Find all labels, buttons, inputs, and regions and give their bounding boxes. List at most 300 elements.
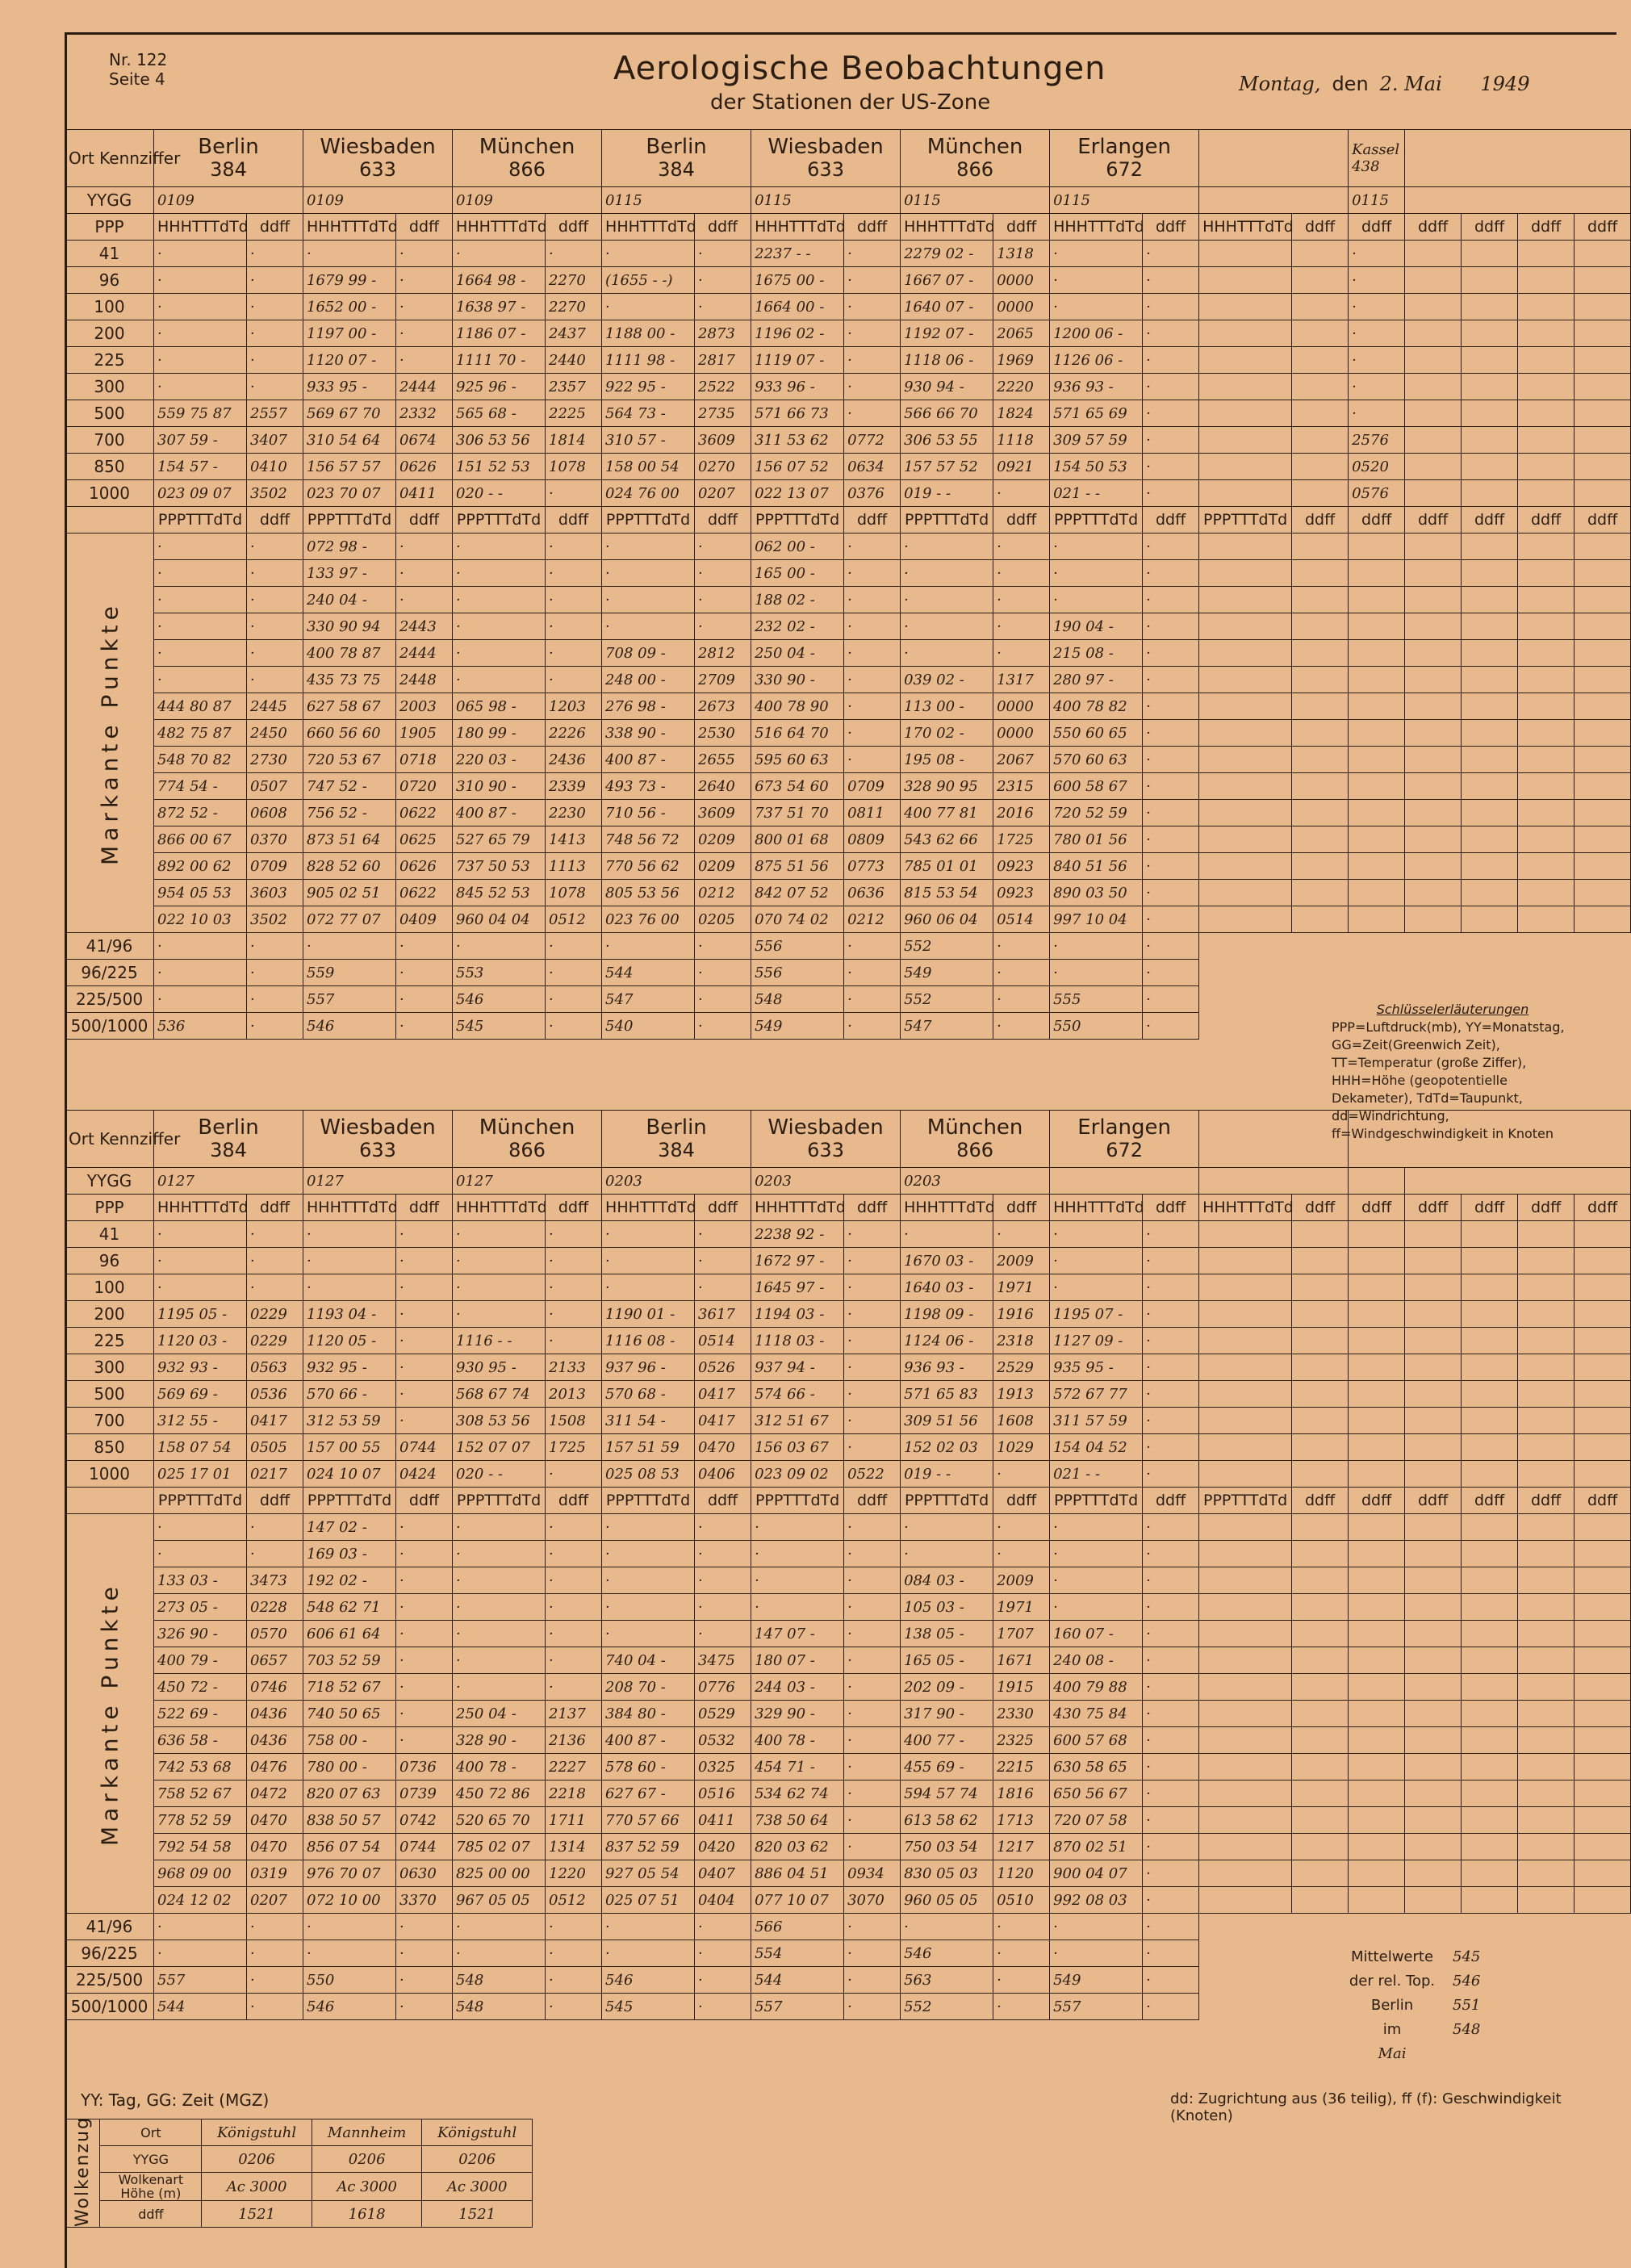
data-cell: · <box>751 1514 844 1541</box>
data-cell: 555 <box>1050 986 1143 1013</box>
data-cell: 905 02 51 <box>303 880 396 906</box>
cell <box>1462 853 1518 880</box>
empty-header <box>1199 130 1349 187</box>
yygg-label: YYGG <box>65 1168 154 1195</box>
data-cell: 2450 <box>247 720 303 747</box>
data-cell: · <box>396 1541 453 1567</box>
cell <box>1462 613 1518 640</box>
ddff-label: ddff <box>1349 1195 1405 1221</box>
cell <box>1462 454 1518 480</box>
data-cell: · <box>695 1914 751 1940</box>
data-cell: 838 50 57 <box>303 1807 396 1834</box>
data-cell: 250 04 - <box>453 1701 546 1727</box>
data-cell: 0720 <box>396 773 453 800</box>
cell <box>1518 1541 1575 1567</box>
data-cell: 1713 <box>993 1807 1050 1834</box>
cell <box>1199 1301 1292 1328</box>
hhh-label: HHHTTTdTd <box>1050 1195 1143 1221</box>
station-code: 384 <box>210 1139 247 1161</box>
ddff-label: ddff <box>1143 1488 1199 1514</box>
data-cell: 557 <box>154 1967 247 1994</box>
data-cell: · <box>1143 454 1199 480</box>
wolkenzug-cell: Ac 3000 <box>312 2173 422 2201</box>
cell <box>1199 1381 1292 1408</box>
data-cell: · <box>1143 1647 1199 1674</box>
markante-row <box>65 1594 1631 1621</box>
cell <box>1405 667 1462 693</box>
ppptt-label: PPPTTTdTd <box>453 507 546 534</box>
data-cell: 548 62 71 <box>303 1594 396 1621</box>
cell <box>1518 241 1575 267</box>
cell <box>1518 1381 1575 1408</box>
data-cell: 165 05 - <box>901 1647 993 1674</box>
data-cell: · <box>247 294 303 320</box>
cell <box>1292 374 1349 400</box>
data-cell: 1198 09 - <box>901 1301 993 1328</box>
data-cell: · <box>695 1940 751 1967</box>
cell <box>1405 560 1462 587</box>
markante-row <box>65 1834 1631 1860</box>
data-cell: · <box>1143 1674 1199 1701</box>
kassel-cell: · <box>1349 400 1405 427</box>
rel-level: 500/1000 <box>65 1994 154 2020</box>
data-cell: 0934 <box>844 1860 901 1887</box>
cell <box>1518 906 1575 933</box>
cell <box>1199 1221 1292 1248</box>
hhh-label: HHHTTTdTd <box>1199 1195 1292 1221</box>
data-cell: 3502 <box>247 906 303 933</box>
data-cell: 3370 <box>396 1887 453 1914</box>
data-cell: · <box>453 1567 546 1594</box>
data-cell: 0736 <box>396 1754 453 1781</box>
data-cell: · <box>154 267 247 294</box>
data-cell: 1317 <box>993 667 1050 693</box>
column-label-row <box>65 214 1631 241</box>
cell <box>1518 294 1575 320</box>
data-cell: 516 64 70 <box>751 720 844 747</box>
data-cell: 571 66 73 <box>751 400 844 427</box>
cell <box>1518 720 1575 747</box>
cell <box>1405 906 1462 933</box>
cell <box>1405 1301 1462 1328</box>
data-cell: 0532 <box>695 1727 751 1754</box>
data-cell: · <box>154 534 247 560</box>
data-cell: · <box>453 1221 546 1248</box>
data-cell: 954 05 53 <box>154 880 247 906</box>
data-cell: · <box>546 1994 602 2020</box>
data-cell: 925 96 - <box>453 374 546 400</box>
cell <box>1575 747 1631 773</box>
data-cell: 158 00 54 <box>602 454 695 480</box>
markante-row <box>65 613 1631 640</box>
data-cell: · <box>1143 1834 1199 1860</box>
station-time: 0109 <box>453 187 602 214</box>
data-cell: · <box>844 933 901 960</box>
cell <box>1349 560 1405 587</box>
data-cell: · <box>901 1914 993 1940</box>
cell <box>1462 1274 1518 1301</box>
cell <box>1292 1248 1349 1274</box>
data-cell: 565 68 - <box>453 400 546 427</box>
cell <box>1518 1834 1575 1860</box>
data-cell: 0404 <box>695 1887 751 1914</box>
data-cell: 720 53 67 <box>303 747 396 773</box>
data-cell: · <box>844 986 901 1013</box>
ddff-label: ddff <box>396 214 453 241</box>
data-cell: · <box>247 241 303 267</box>
station-name: Berlin <box>198 135 259 159</box>
wolkenzug-row <box>65 2146 533 2173</box>
data-cell: · <box>546 1594 602 1621</box>
data-cell: 0229 <box>247 1301 303 1328</box>
ddff-label: ddff <box>1518 1195 1575 1221</box>
cell <box>1199 1434 1292 1461</box>
station-code: 633 <box>807 1139 844 1161</box>
data-cell: · <box>546 933 602 960</box>
data-cell: · <box>1050 1514 1143 1541</box>
markante-row <box>65 667 1631 693</box>
data-cell: 992 08 03 <box>1050 1887 1143 1914</box>
cell <box>1199 720 1292 747</box>
data-cell: 0811 <box>844 800 901 826</box>
data-cell: · <box>602 1274 695 1301</box>
cell <box>1462 1541 1518 1567</box>
cell <box>1292 906 1349 933</box>
data-cell: 546 <box>901 1940 993 1967</box>
cell <box>1292 320 1349 347</box>
station-name: Erlangen <box>1077 1115 1171 1140</box>
data-cell: · <box>844 294 901 320</box>
cell <box>1349 693 1405 720</box>
time-row <box>65 1168 1631 1195</box>
cell <box>1405 294 1462 320</box>
cell <box>1405 1461 1462 1488</box>
data-cell: · <box>602 587 695 613</box>
cell <box>1405 587 1462 613</box>
data-cell: · <box>844 1807 901 1834</box>
data-cell: · <box>1143 1567 1199 1594</box>
data-cell: · <box>154 320 247 347</box>
data-cell: · <box>844 1674 901 1701</box>
ppptt-label: PPPTTTdTd <box>1050 507 1143 534</box>
data-cell: · <box>453 933 546 960</box>
cell <box>1575 693 1631 720</box>
cell <box>1405 1354 1462 1381</box>
data-cell: · <box>546 1301 602 1328</box>
cell <box>1575 773 1631 800</box>
data-cell: 0516 <box>695 1781 751 1807</box>
rel-level: 225/500 <box>65 1967 154 1994</box>
data-cell: · <box>602 1514 695 1541</box>
data-cell: · <box>993 560 1050 587</box>
cell <box>1405 320 1462 347</box>
cell <box>1518 1594 1575 1621</box>
data-cell: · <box>1143 933 1199 960</box>
data-cell: 152 02 03 <box>901 1434 993 1461</box>
data-cell: 936 93 - <box>1050 374 1143 400</box>
data-cell: 0325 <box>695 1754 751 1781</box>
data-cell: 710 56 - <box>602 800 695 826</box>
data-cell: · <box>546 960 602 986</box>
data-cell: 0407 <box>695 1860 751 1887</box>
data-cell: 2445 <box>247 693 303 720</box>
data-cell: · <box>1143 960 1199 986</box>
cell <box>1575 1461 1631 1488</box>
data-cell: 968 09 00 <box>154 1860 247 1887</box>
cell <box>1462 1301 1518 1328</box>
data-cell: 720 07 58 <box>1050 1807 1143 1834</box>
cell <box>1518 1860 1575 1887</box>
cell <box>1462 1887 1518 1914</box>
data-cell: 569 67 70 <box>303 400 396 427</box>
data-cell: · <box>453 1940 546 1967</box>
data-cell: · <box>1143 1807 1199 1834</box>
level-row <box>65 1434 1631 1461</box>
data-cell: 400 78 90 <box>751 693 844 720</box>
data-cell: 1675 00 - <box>751 267 844 294</box>
cell <box>1518 1567 1575 1594</box>
cell <box>1518 1248 1575 1274</box>
data-cell: 1667 07 - <box>901 267 993 294</box>
data-cell: · <box>154 347 247 374</box>
data-cell: · <box>695 1541 751 1567</box>
level-row <box>65 1221 1631 1248</box>
cell <box>1518 480 1575 507</box>
data-cell: 311 53 62 <box>751 427 844 454</box>
data-cell: · <box>154 587 247 613</box>
rel-level: 41/96 <box>65 1914 154 1940</box>
data-cell: 570 68 - <box>602 1381 695 1408</box>
cell <box>1405 267 1462 294</box>
data-cell: · <box>303 1221 396 1248</box>
data-cell: 2330 <box>993 1701 1050 1727</box>
station-header-row <box>65 130 1631 187</box>
data-cell: · <box>154 960 247 986</box>
data-cell: · <box>751 1594 844 1621</box>
cell <box>1518 1701 1575 1727</box>
data-cell: 550 <box>1050 1013 1143 1040</box>
data-cell: 2448 <box>396 667 453 693</box>
data-cell: 384 80 - <box>602 1701 695 1727</box>
data-cell: 1664 98 - <box>453 267 546 294</box>
data-cell: · <box>247 960 303 986</box>
data-cell: · <box>247 560 303 587</box>
data-cell: · <box>844 374 901 400</box>
cell <box>1405 1621 1462 1647</box>
data-cell: 932 93 - <box>154 1354 247 1381</box>
data-cell: · <box>154 1274 247 1301</box>
cell <box>1349 1461 1405 1488</box>
ppptt-label: PPPTTTdTd <box>751 507 844 534</box>
data-cell: · <box>844 747 901 773</box>
data-cell: 2444 <box>396 374 453 400</box>
data-cell: · <box>546 1674 602 1701</box>
data-cell: · <box>247 267 303 294</box>
data-cell: 837 52 59 <box>602 1834 695 1860</box>
cell <box>1349 853 1405 880</box>
pressure-level: 500 <box>65 1381 154 1408</box>
pressure-level: 41 <box>65 241 154 267</box>
data-cell: 3609 <box>695 800 751 826</box>
data-cell: 2230 <box>546 800 602 826</box>
data-cell: · <box>154 1514 247 1541</box>
cell <box>1462 1514 1518 1541</box>
ppptt-label: PPPTTTdTd <box>1199 507 1292 534</box>
data-cell: · <box>546 1013 602 1040</box>
cell <box>1292 1674 1349 1701</box>
data-cell: 328 90 95 <box>901 773 993 800</box>
cell <box>1292 1727 1349 1754</box>
cell <box>1518 613 1575 640</box>
ddff-label: ddff <box>1462 507 1518 534</box>
data-cell: · <box>1143 294 1199 320</box>
data-cell: · <box>1143 1354 1199 1381</box>
cell <box>1575 267 1631 294</box>
data-cell: · <box>1050 1274 1143 1301</box>
data-cell: · <box>546 1274 602 1301</box>
data-cell: 2016 <box>993 800 1050 826</box>
cell <box>1518 320 1575 347</box>
data-cell: · <box>1143 267 1199 294</box>
level-row <box>65 1461 1631 1488</box>
data-cell: 960 05 05 <box>901 1887 993 1914</box>
data-cell: · <box>695 1994 751 2020</box>
data-cell: 842 07 52 <box>751 880 844 906</box>
data-cell: 718 52 67 <box>303 1674 396 1701</box>
empty-header <box>1199 1111 1349 1168</box>
data-cell: · <box>453 1514 546 1541</box>
cell <box>1292 800 1349 826</box>
cell <box>1199 1541 1292 1567</box>
data-cell: 2270 <box>546 294 602 320</box>
data-cell: · <box>993 1967 1050 1994</box>
data-cell: · <box>396 1274 453 1301</box>
cell <box>1518 1461 1575 1488</box>
data-cell: · <box>1143 1940 1199 1967</box>
data-cell: 892 00 62 <box>154 853 247 880</box>
data-cell: 450 72 - <box>154 1674 247 1701</box>
data-cell: 240 04 - <box>303 587 396 613</box>
data-cell: 1126 06 - <box>1050 347 1143 374</box>
cell <box>1518 267 1575 294</box>
data-cell: 023 09 02 <box>751 1461 844 1488</box>
markante-row <box>65 906 1631 933</box>
data-cell: · <box>1143 1221 1199 1248</box>
data-cell: 0406 <box>695 1461 751 1488</box>
markante-row <box>65 826 1631 853</box>
level-row <box>65 1408 1631 1434</box>
data-cell: 400 78 - <box>751 1727 844 1754</box>
cell <box>1575 400 1631 427</box>
data-cell: 527 65 79 <box>453 826 546 853</box>
data-cell: 572 67 77 <box>1050 1381 1143 1408</box>
data-cell: 188 02 - <box>751 587 844 613</box>
data-cell: 400 78 - <box>453 1754 546 1781</box>
data-cell: 747 52 - <box>303 773 396 800</box>
data-cell: · <box>844 613 901 640</box>
data-cell: 1119 07 - <box>751 347 844 374</box>
wolkenzug-cell: Ac 3000 <box>202 2173 312 2201</box>
data-cell: 2215 <box>993 1754 1050 1781</box>
data-cell: 930 95 - <box>453 1354 546 1381</box>
data-cell: · <box>993 960 1050 986</box>
data-cell: · <box>396 1328 453 1354</box>
cell <box>1462 294 1518 320</box>
data-cell: 190 04 - <box>1050 613 1143 640</box>
data-cell: · <box>602 1567 695 1594</box>
cell <box>1349 1594 1405 1621</box>
data-cell: · <box>844 693 901 720</box>
data-cell: 544 <box>154 1994 247 2020</box>
data-cell: 3407 <box>247 427 303 454</box>
data-cell: 1078 <box>546 880 602 906</box>
data-cell: 2522 <box>695 374 751 400</box>
ddff-label: ddff <box>1575 507 1631 534</box>
data-cell: 020 - - <box>453 1461 546 1488</box>
cell <box>1349 1781 1405 1807</box>
data-cell: · <box>154 1541 247 1567</box>
cell <box>1575 853 1631 880</box>
cell <box>1292 1274 1349 1301</box>
cell <box>1292 1221 1349 1248</box>
markante-row <box>65 1887 1631 1914</box>
level-row <box>65 480 1631 507</box>
cell <box>1462 906 1518 933</box>
page-title: Aerologische Beobachtungen <box>613 50 1106 87</box>
data-cell: 720 52 59 <box>1050 800 1143 826</box>
data-cell: 1116 - - <box>453 1328 546 1354</box>
cell <box>1292 1647 1349 1674</box>
cell <box>1199 960 1631 986</box>
data-cell: · <box>993 640 1050 667</box>
data-cell: 0634 <box>844 454 901 480</box>
station-code: 384 <box>658 1139 695 1161</box>
data-cell: 329 90 - <box>751 1701 844 1727</box>
data-cell: 0000 <box>993 693 1050 720</box>
markante-row <box>65 800 1631 826</box>
cell <box>1462 693 1518 720</box>
data-cell: 550 60 65 <box>1050 720 1143 747</box>
data-cell: · <box>844 640 901 667</box>
data-cell: · <box>844 1567 901 1594</box>
data-cell: 828 52 60 <box>303 853 396 880</box>
ppptt-label: PPPTTTdTd <box>1199 1488 1292 1514</box>
markante-row <box>65 640 1631 667</box>
data-cell: 548 <box>453 1967 546 1994</box>
cell <box>1199 1914 1631 1940</box>
data-cell: · <box>993 1914 1050 1940</box>
cell <box>1575 1408 1631 1434</box>
cell <box>1292 667 1349 693</box>
data-cell: 792 54 58 <box>154 1834 247 1860</box>
data-cell: 280 97 - <box>1050 667 1143 693</box>
cell <box>1462 880 1518 906</box>
data-cell: · <box>844 1994 901 2020</box>
data-cell: 021 - - <box>1050 480 1143 507</box>
data-cell: · <box>993 933 1050 960</box>
ppptt-label: PPPTTTdTd <box>602 1488 695 1514</box>
data-cell: 570 60 63 <box>1050 747 1143 773</box>
cell <box>1405 826 1462 853</box>
data-cell: 1195 07 - <box>1050 1301 1143 1328</box>
cell <box>1518 1621 1575 1647</box>
data-cell: 544 <box>602 960 695 986</box>
cell <box>1199 187 1349 214</box>
data-cell: · <box>546 1914 602 1940</box>
ddff-label: ddff <box>1405 507 1462 534</box>
data-cell: 937 94 - <box>751 1354 844 1381</box>
cell <box>1199 640 1292 667</box>
